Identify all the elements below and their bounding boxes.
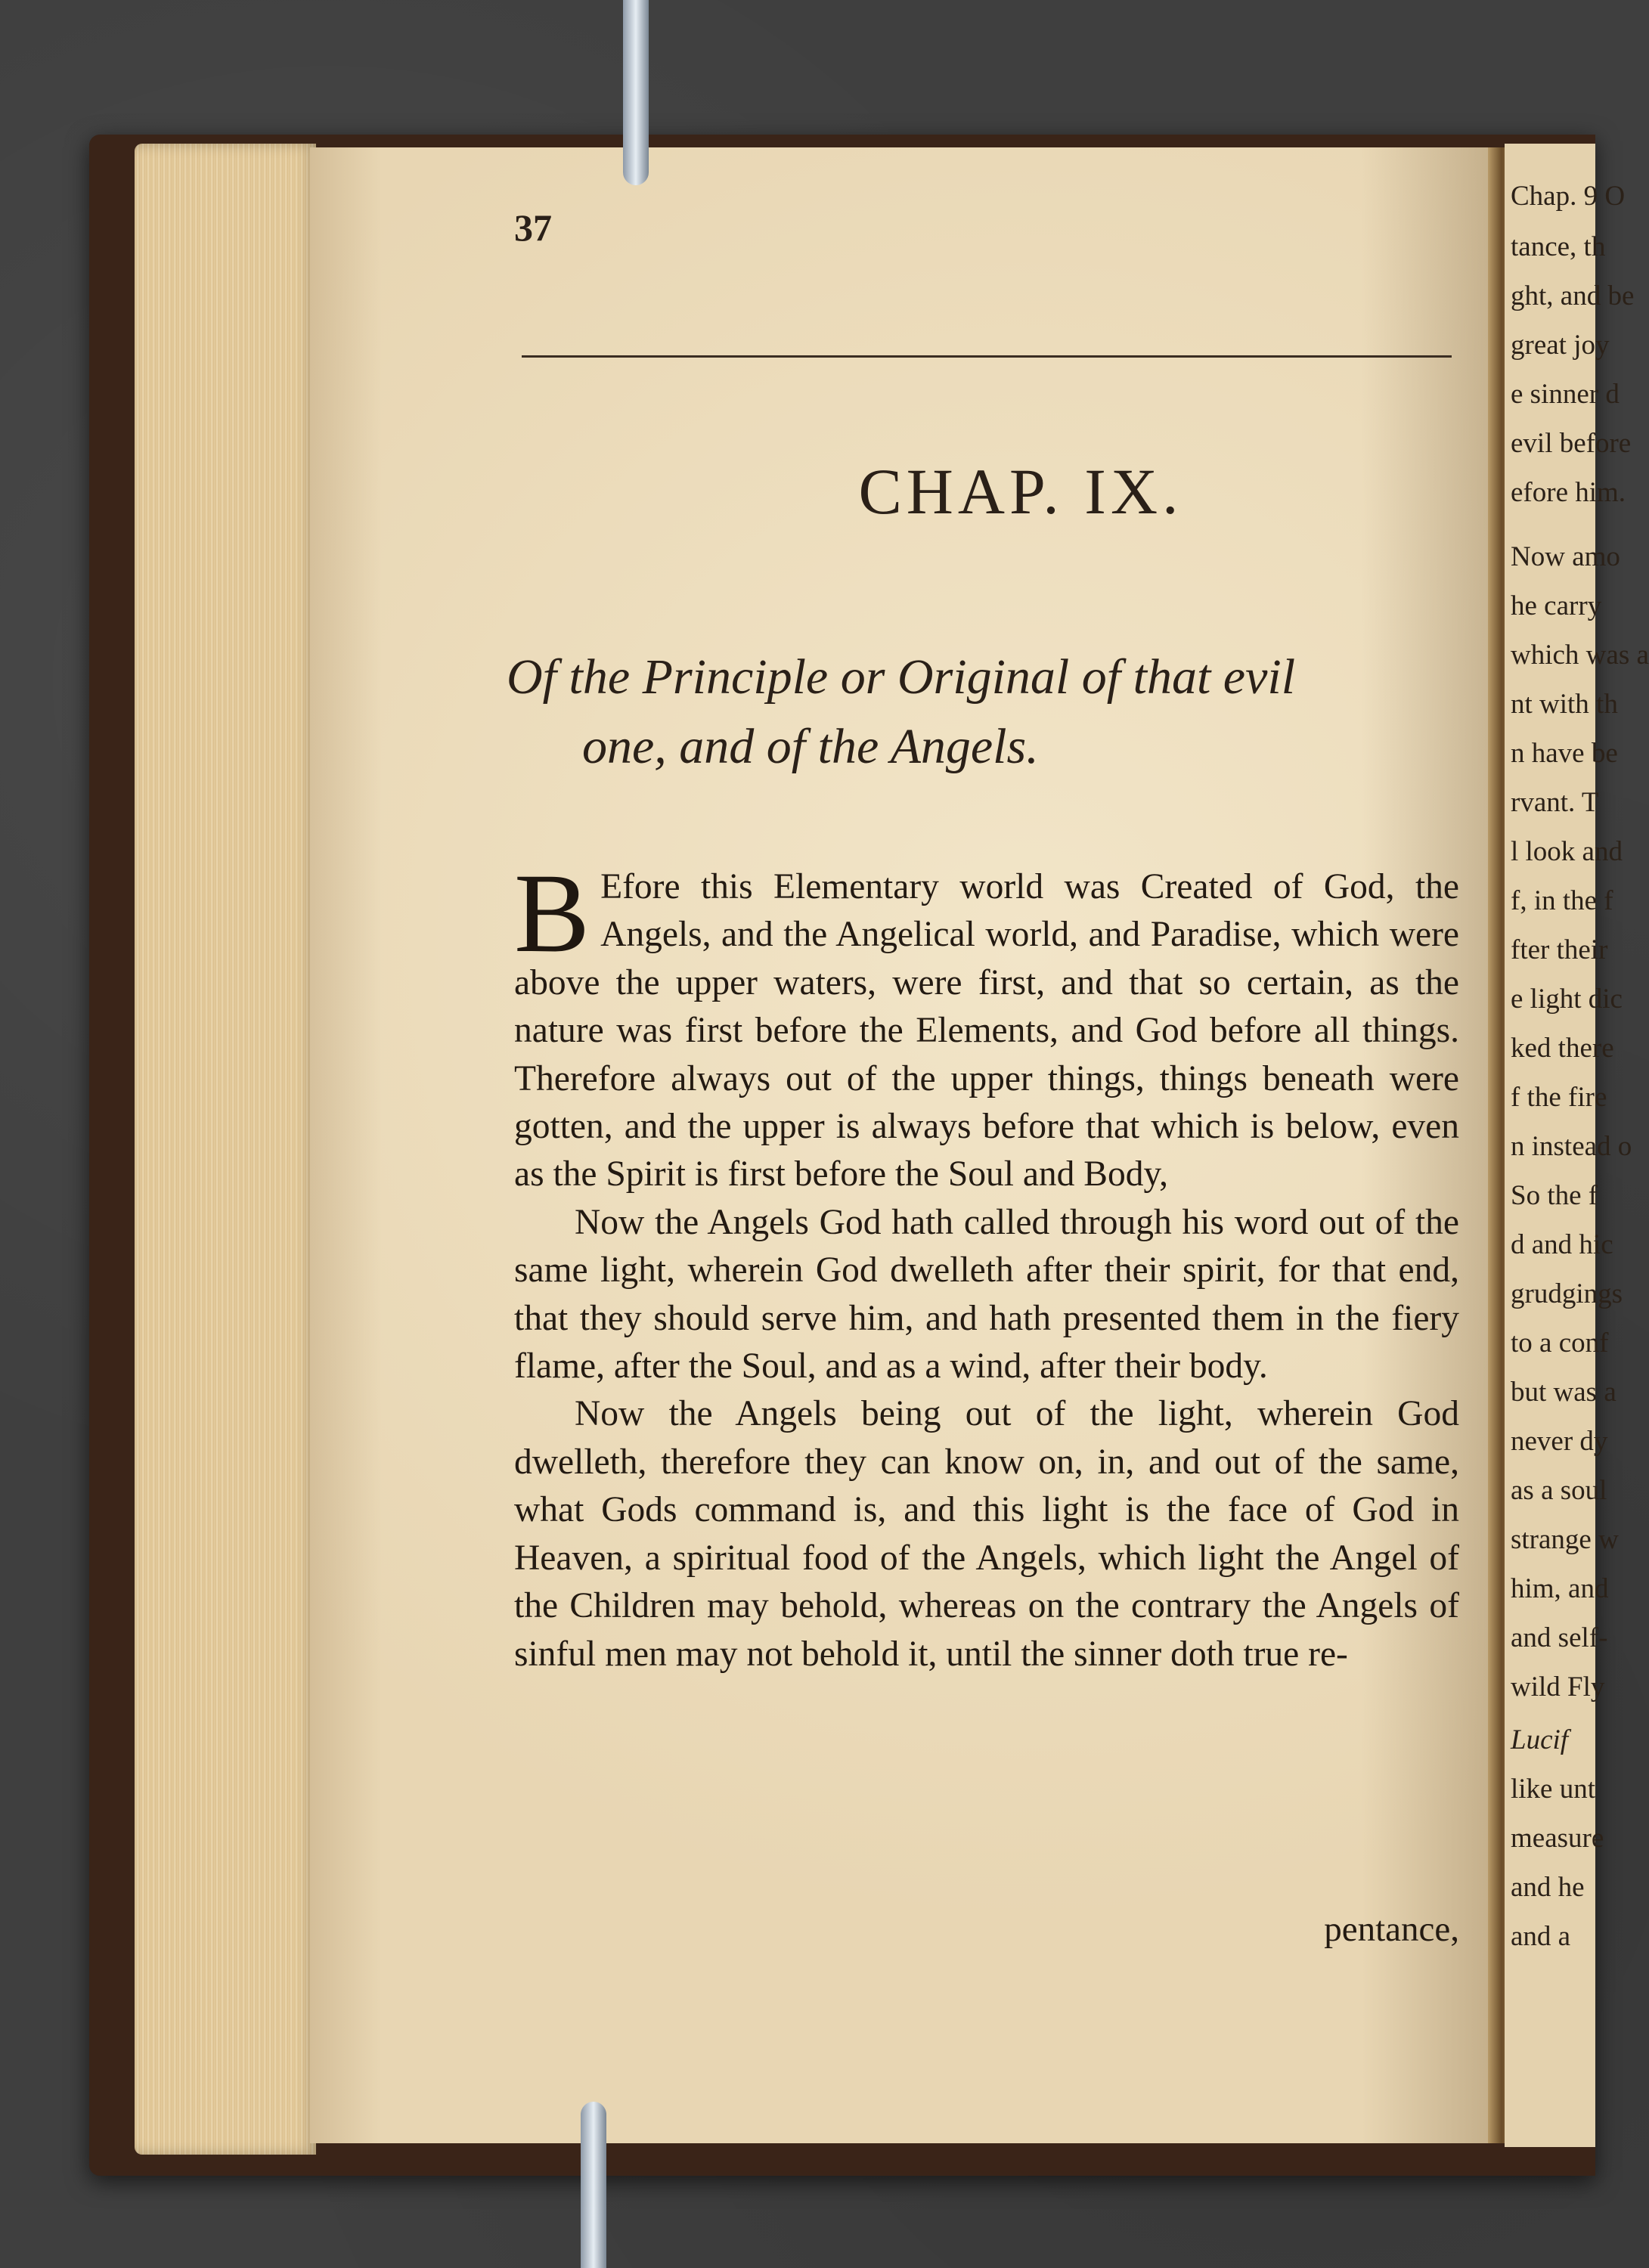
facing-line: but was a <box>1511 1377 1616 1408</box>
facing-line: as a soul <box>1511 1475 1607 1506</box>
facing-line: f, in the f <box>1511 885 1613 916</box>
subtitle-line-2: one, and of the Angels. <box>582 719 1039 774</box>
facing-line: grudgings <box>1511 1278 1623 1309</box>
facing-line: like unt <box>1511 1774 1596 1805</box>
page-number: 37 <box>514 206 552 249</box>
facing-line: he carry <box>1511 590 1602 621</box>
facing-line: to a conf <box>1511 1328 1609 1359</box>
facing-line: nt with th <box>1511 689 1618 720</box>
facing-line: fter their <box>1511 934 1608 965</box>
paragraph-1-text: Efore this Elementary world was Created of God, the Angels, and the Angelical world, and Paradise, which were above the upper waters, were first, and that so certain, as the nature was first before the Elements, and God before all things. Therefore always out of the upper things, things beneath were gotten, and the upper is always before that which is below, even as the Spirit is first before the Soul and Body, <box>514 867 1459 1194</box>
header-rule <box>522 355 1452 358</box>
paragraph-3: Now the Angels being out of the light, wherein God dwelleth, therefore they can know on, in, and out of the same, what Gods command is, and this light is the face of God in Heaven, a spiritual food of the Angels, which light the Angel of the Children may behold, whereas on the contrary the Angels of sinful men may not behold it, until the sinner doth true re- <box>514 1394 1459 1674</box>
facing-line: great joy <box>1511 330 1610 361</box>
facing-line: wild Fly <box>1511 1672 1605 1703</box>
facing-line: and self- <box>1511 1622 1608 1653</box>
facing-line: and he <box>1511 1872 1585 1903</box>
page-clip-top <box>623 0 649 185</box>
facing-line: evil before <box>1511 428 1632 459</box>
catchword: pentance, <box>1324 1910 1459 1949</box>
facing-line: efore him. <box>1511 477 1626 508</box>
drop-cap: B <box>514 850 590 976</box>
facing-line: d and hic <box>1511 1229 1613 1260</box>
facing-line: measure <box>1511 1823 1604 1854</box>
facing-line: which was a <box>1511 640 1649 671</box>
subtitle-line-1: Of the Principle or Original of that evil <box>507 649 1296 705</box>
facing-line: never dy <box>1511 1426 1608 1457</box>
facing-line: e sinner d <box>1511 379 1620 410</box>
page-clip-bottom <box>581 2102 606 2268</box>
facing-line: Lucif <box>1511 1724 1569 1755</box>
facing-line: e light dic <box>1511 984 1623 1015</box>
paragraph-2: Now the Angels God hath called through his word out of the same light, wherein God dwelleth after their spirit, for that end, that they should serve him, and hath presented them in the fiery flame, after the Soul, and as a wind, after their body. <box>514 1202 1459 1387</box>
page-edges <box>135 144 316 2155</box>
chapter-subtitle <box>507 643 1459 782</box>
facing-line: him, and <box>1511 1573 1609 1604</box>
facing-page <box>1505 144 1649 2147</box>
facing-line: So the f <box>1511 1180 1598 1211</box>
paragraph-1 <box>514 850 1459 1199</box>
body-text <box>514 850 1459 1678</box>
facing-line: Chap. 9 O <box>1511 181 1626 212</box>
facing-line: ght, and be <box>1511 280 1635 311</box>
facing-line: and a <box>1511 1921 1571 1952</box>
facing-line: f the fire <box>1511 1082 1607 1113</box>
facing-line: l look and <box>1511 836 1623 867</box>
facing-line: tance, th <box>1511 231 1606 262</box>
facing-line: rvant. T <box>1511 787 1599 818</box>
facing-line: n instead o <box>1511 1131 1632 1162</box>
facing-line: ked there <box>1511 1033 1614 1064</box>
facing-line: Now amo <box>1511 541 1620 572</box>
facing-line: n have be <box>1511 738 1618 769</box>
facing-line: strange w <box>1511 1524 1619 1555</box>
chapter-heading: CHAP. IX. <box>858 455 1183 528</box>
